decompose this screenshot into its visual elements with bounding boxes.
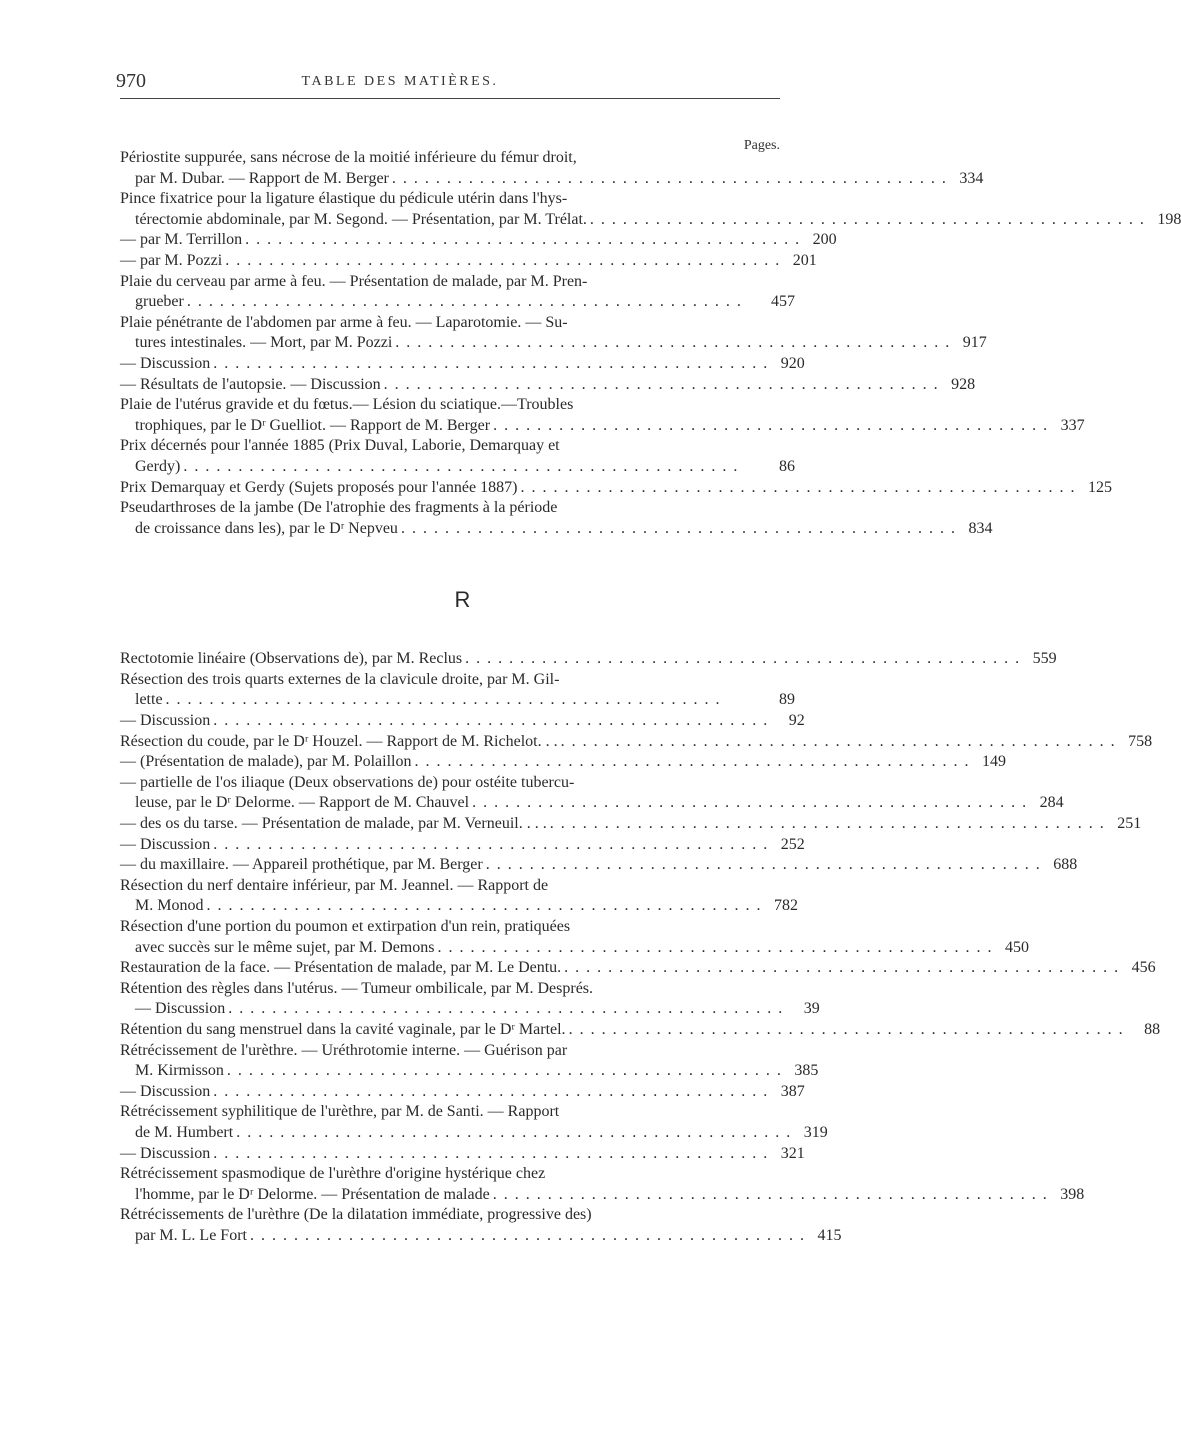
page-reference: 920 xyxy=(780,354,805,372)
entry-line xyxy=(120,148,795,169)
index-entry xyxy=(120,313,987,354)
entry-line xyxy=(120,1020,1161,1041)
entry-line xyxy=(120,395,795,416)
index-entry xyxy=(120,876,798,917)
entry-line xyxy=(120,375,976,396)
entry-line xyxy=(120,478,1112,499)
entry-text: — par M. Pozzi xyxy=(120,251,223,269)
entry-line xyxy=(120,1041,795,1062)
page-reference: 125 xyxy=(1087,478,1112,496)
entry-text: Prix Demarquay et Gerdy (Sujets proposés pour l'année 1887) xyxy=(120,478,518,496)
leader-dots: . . . . . . . . . . . . . . . . . . . . . . . . . . . . . . . . . . . . . . . . . . . . . . . . . . . xyxy=(414,753,970,771)
entry-line xyxy=(120,169,984,190)
page-reference: 917 xyxy=(962,334,987,352)
entry-text: Rétrécissement syphilitique de l'urèthre, par M. de Santi. — Rapport xyxy=(120,1103,560,1121)
entry-text: — Discussion xyxy=(120,1144,211,1162)
entry-text: Résection du nerf dentaire inférieur, par M. Jeannel. — Rapport de xyxy=(120,876,549,894)
page-reference: 201 xyxy=(792,251,817,269)
entry-text: Rectotomie linéaire (Observations de), par M. Reclus xyxy=(120,650,463,668)
entry-line xyxy=(120,814,1142,835)
entry-text: Rétrécissement spasmodique de l'urèthre d'origine hystérique chez xyxy=(120,1165,546,1183)
index-entry xyxy=(120,711,805,732)
entry-text: par M. L. Le Fort xyxy=(135,1226,247,1244)
entry-text: avec succès sur le même sujet, par M. Demons xyxy=(135,938,435,956)
entry-line xyxy=(120,670,795,691)
page-reference: 415 xyxy=(817,1226,842,1244)
entry-line xyxy=(120,979,795,1000)
entry-line xyxy=(120,1164,795,1185)
section-letter: R xyxy=(454,587,471,613)
entry-text: M. Kirmisson xyxy=(135,1062,224,1080)
index-entry xyxy=(120,1144,805,1165)
entry-text: Pseudarthroses de la jambe (De l'atrophie des fragments à la période xyxy=(120,499,558,517)
page-reference: 284 xyxy=(1039,794,1064,812)
page-reference: 688 xyxy=(1053,856,1078,874)
entry-line xyxy=(120,251,817,272)
entry-line xyxy=(120,1123,828,1144)
entry-line xyxy=(120,292,795,313)
entry-line xyxy=(120,313,795,334)
index-entry xyxy=(120,1205,842,1246)
leader-dots: . . . . . . . . . . . . . . . . . . . . . . . . . . . . . . . . . . . . . . . . . . . . . . . . . . . xyxy=(492,1185,1049,1203)
entry-line xyxy=(120,835,805,856)
index-entry xyxy=(120,230,837,251)
leader-dots: . . . . . . . . . . . . . . . . . . . . . . . . . . . . . . . . . . . . . . . . . . . . . . . . . . . xyxy=(206,897,762,915)
entry-text: — partielle de l'os iliaque (Deux observations de) pour ostéite tubercu- xyxy=(120,773,575,791)
page-reference: 252 xyxy=(780,835,805,853)
leader-dots: . . . . . . . . . . . . . . . . . . . . . . . . . . . . . . . . . . . . . . . . . . . . . . . . . . . xyxy=(493,416,1049,434)
entry-line xyxy=(120,793,1064,814)
entry-text: Plaie pénétrante de l'abdomen par arme à feu. — Laparotomie. — Su- xyxy=(120,313,568,331)
leader-dots: . . . . . . . . . . . . . . . . . . . . . . . . . . . . . . . . . . . . . . . . . . . . . . . . . . . xyxy=(560,732,1117,750)
index-entry xyxy=(120,1041,819,1082)
entry-line xyxy=(120,711,805,732)
entry-text: Gerdy) xyxy=(135,457,181,475)
entry-text: lette xyxy=(135,691,163,709)
index-entry xyxy=(120,835,805,856)
entry-text: de croissance dans les), par le Dʳ Nepveu xyxy=(135,519,398,537)
page-reference: 88 xyxy=(1144,1020,1161,1038)
entry-line xyxy=(120,519,993,540)
entry-text: Rétention du sang menstruel dans la cavité vaginale, par le Dʳ Martel. xyxy=(120,1020,566,1038)
page-reference: 86 xyxy=(779,457,795,475)
index-entry xyxy=(120,375,976,396)
leader-dots: . . . . . . . . . . . . . . . . . . . . . . . . . . . . . . . . . . . . . . . . . . . . . . . . . . . xyxy=(564,959,1120,977)
entry-text: térectomie abdominale, par M. Segond. — Présentation, par M. Trélat. xyxy=(135,210,587,228)
page-reference: 337 xyxy=(1060,416,1085,434)
leader-dots: . . . . . . . . . . . . . . . . . . . . . . . . . . . . . . . . . . . . . . . . . . . . . . . . . . . xyxy=(465,650,1021,668)
entry-line xyxy=(120,333,987,354)
entry-line xyxy=(120,354,805,375)
index-entry xyxy=(120,395,1085,436)
index-entry xyxy=(120,773,1064,814)
leader-dots: . . . . . . . . . . . . . . . . . . . . . . . . . . . . . . . . . . . . . . . . . . . . . . . . . . . xyxy=(226,1062,783,1080)
entry-text: Plaie de l'utérus gravide et du fœtus.— Lésion du sciatique.—Troubles xyxy=(120,396,574,414)
leader-dots: . . . . . . . . . . . . . . . . . . . . . . . . . . . . . . . . . . . . . . . . . . . . . . . . . . . xyxy=(213,835,769,853)
entry-text: — Discussion xyxy=(135,1000,226,1018)
index-entry xyxy=(120,354,805,375)
page-reference: 149 xyxy=(981,753,1006,771)
leader-dots: . . . . . . . . . . . . . . . . . . . . . . . . . . . . . . . . . . . . . . . . . . . . . . . . . . . xyxy=(165,691,722,709)
entry-text: Résection du coude, par le Dʳ Houzel. — Rapport de M. Richelot. . . xyxy=(120,732,558,750)
entry-text: — (Présentation de malade), par M. Polaillon xyxy=(120,753,412,771)
entry-line xyxy=(120,896,798,917)
leader-dots: . . . . . . . . . . . . . . . . . . . . . . . . . . . . . . . . . . . . . . . . . . . . . . . . . . . xyxy=(520,478,1076,496)
leader-dots: . . . . . . . . . . . . . . . . . . . . . . . . . . . . . . . . . . . . . . . . . . . . . . . . . . . xyxy=(391,169,948,187)
page-reference: 928 xyxy=(951,375,976,393)
entry-line xyxy=(120,876,795,897)
leader-dots: . . . . . . . . . . . . . . . . . . . . . . . . . . . . . . . . . . . . . . . . . . . . . . . . . . . xyxy=(589,210,1146,228)
page-reference: 834 xyxy=(968,519,993,537)
leader-dots: . . . . . . . . . . . . . . . . . . . . . . . . . . . . . . . . . . . . . . . . . . . . . . . . . . . xyxy=(568,1020,1125,1038)
entry-text: tures intestinales. — Mort, par M. Pozzi xyxy=(135,334,393,352)
leader-dots: . . . . . . . . . . . . . . . . . . . . . . . . . . . . . . . . . . . . . . . . . . . . . . . . . . . xyxy=(228,1000,784,1018)
page-reference: 385 xyxy=(794,1062,819,1080)
index-entry xyxy=(120,814,1142,835)
entry-text: grueber xyxy=(135,293,184,311)
entry-text: Rétention des règles dans l'utérus. — Tumeur ombilicale, par M. Després. xyxy=(120,979,594,997)
entry-text: l'homme, par le Dʳ Delorme. — Présentation de malade xyxy=(135,1185,490,1203)
leader-dots: . . . . . . . . . . . . . . . . . . . . . . . . . . . . . . . . . . . . . . . . . . . . . . . . . . . xyxy=(225,251,781,269)
entry-line xyxy=(120,1102,795,1123)
index-entry xyxy=(120,148,984,189)
running-head: TABLE DES MATIÈRES. xyxy=(301,74,499,89)
entry-text: Rétrécissement de l'urèthre. — Uréthrotomie interne. — Guérison par xyxy=(120,1041,568,1059)
index-entry xyxy=(120,272,795,313)
entry-line xyxy=(120,436,795,457)
entry-line xyxy=(120,272,795,293)
entry-line xyxy=(120,416,1085,437)
entry-text: — du maxillaire. — Appareil prothétique, par M. Berger xyxy=(120,856,483,874)
header-rule xyxy=(120,98,780,99)
entry-line xyxy=(120,1082,805,1103)
entry-text: — Discussion xyxy=(120,835,211,853)
leader-dots: . . . . . . . . . . . . . . . . . . . . . . . . . . . . . . . . . . . . . . . . . . . . . . . . . . . xyxy=(485,856,1042,874)
page-reference: 334 xyxy=(959,169,984,187)
index-entry xyxy=(120,478,1112,499)
entry-line xyxy=(120,855,1078,876)
entry-line xyxy=(120,230,837,251)
index-entry xyxy=(120,1082,805,1103)
leader-dots: . . . . . . . . . . . . . . . . . . . . . . . . . . . . . . . . . . . . . . . . . . . . . . . . . . . xyxy=(395,334,951,352)
entry-line xyxy=(120,1226,842,1247)
entry-text: Restauration de la face. — Présentation de malade, par M. Le Dentu. xyxy=(120,959,562,977)
page-reference: 450 xyxy=(1004,938,1029,956)
page-reference: 198 xyxy=(1157,210,1181,228)
entry-line xyxy=(120,999,820,1020)
entry-text: Résection d'une portion du poumon et extirpation d'un rein, pratiquées xyxy=(120,918,571,935)
leader-dots: . . . . . . . . . . . . . . . . . . . . . . . . . . . . . . . . . . . . . . . . . . . . . . . . . . . xyxy=(236,1123,792,1141)
page-reference: 319 xyxy=(803,1123,828,1141)
entry-line xyxy=(120,752,1006,773)
entry-line xyxy=(120,1144,805,1165)
index-entry xyxy=(120,1102,828,1143)
leader-dots: . . . . . . . . . . . . . . . . . . . . . . . . . . . . . . . . . . . . . . . . . . . . . . . . . . . xyxy=(213,1082,769,1100)
page-number: 970 xyxy=(116,70,146,92)
page-reference: 89 xyxy=(779,691,795,709)
entry-line xyxy=(120,1205,795,1226)
page-reference: 39 xyxy=(803,1000,820,1018)
leader-dots: . . . . . . . . . . . . . . . . . . . . . . . . . . . . . . . . . . . . . . . . . . . . . . . . . . . xyxy=(437,938,993,956)
leader-dots: . . . . . . . . . . . . . . . . . . . . . . . . . . . . . . . . . . . . . . . . . . . . . . . . . . . xyxy=(245,231,801,249)
leader-dots: . . . . . . . . . . . . . . . . . . . . . . . . . . . . . . . . . . . . . . . . . . . . . . . . . . . xyxy=(249,1226,806,1244)
entry-line xyxy=(120,210,1181,231)
entry-text: — par M. Terrillon xyxy=(120,231,243,249)
page-reference: 758 xyxy=(1128,732,1153,750)
index-content xyxy=(120,148,1181,1247)
entry-line xyxy=(120,917,795,938)
leader-dots: . . . . . . . . . . . . . . . . . . . . . . . . . . . . . . . . . . . . . . . . . . . . . . . . . . . xyxy=(472,794,1028,812)
index-entry xyxy=(120,649,1057,670)
leader-dots: . . . . . . . . . . . . . . . . . . . . . . . . . . . . . . . . . . . . . . . . . . . . . . . . . . . xyxy=(213,1144,769,1162)
entry-line xyxy=(120,938,1029,959)
index-entry xyxy=(120,732,1153,753)
section-spacer xyxy=(120,613,795,649)
pages-column-label: Pages. xyxy=(743,138,780,153)
entry-line xyxy=(120,1185,1085,1206)
leader-dots: . . . . . . . . . . . . . . . . . . . . . . . . . . . . . . . . . . . . . . . . . . . . . . . . . . . xyxy=(183,457,739,475)
page-reference: 457 xyxy=(771,293,795,311)
page-reference: 251 xyxy=(1117,815,1142,833)
entry-line xyxy=(120,690,795,711)
entry-text: — Discussion xyxy=(120,1082,211,1100)
page-reference: 456 xyxy=(1131,959,1156,977)
page-reference: 398 xyxy=(1060,1185,1085,1203)
leader-dots: . . . . . . . . . . . . . . . . . . . . . . . . . . . . . . . . . . . . . . . . . . . . . . . . . . . xyxy=(186,293,743,311)
page-reference: 321 xyxy=(780,1144,805,1162)
index-entry xyxy=(120,251,817,272)
page-reference: 92 xyxy=(788,712,805,730)
entry-text: — des os du tarse. — Présentation de malade, par M. Verneuil. . . . xyxy=(120,815,547,833)
leader-dots: . . . . . . . . . . . . . . . . . . . . . . . . . . . . . . . . . . . . . . . . . . . . . . . . . . . xyxy=(383,375,940,393)
page-reference: 782 xyxy=(773,897,798,915)
index-entry xyxy=(120,498,993,539)
index-entry xyxy=(120,189,1181,230)
page-reference: 200 xyxy=(812,231,837,249)
index-entry xyxy=(120,670,795,711)
entry-text: M. Monod xyxy=(135,897,204,915)
entry-line xyxy=(120,498,795,519)
leader-dots: . . . . . . . . . . . . . . . . . . . . . . . . . . . . . . . . . . . . . . . . . . . . . . . . . . . xyxy=(400,519,957,537)
entry-line xyxy=(120,189,795,210)
entry-text: Rétrécissements de l'urèthre (De la dilatation immédiate, progressive des) xyxy=(120,1206,592,1224)
entry-line xyxy=(120,773,795,794)
index-entry xyxy=(120,917,1029,958)
entry-text: de M. Humbert xyxy=(135,1123,234,1141)
entry-line xyxy=(120,732,1153,753)
section-spacer xyxy=(120,539,795,587)
entry-line xyxy=(120,649,1057,670)
index-entry xyxy=(120,436,795,477)
entry-text: Résection des trois quarts externes de la clavicule droite, par M. Gil- xyxy=(120,670,560,688)
entry-text: Pince fixatrice pour la ligature élastique du pédicule utérin dans l'hys- xyxy=(120,190,568,208)
page-reference: 559 xyxy=(1032,650,1057,668)
entry-line xyxy=(120,958,1156,979)
entry-line xyxy=(120,1061,819,1082)
leader-dots: . . . . . . . . . . . . . . . . . . . . . . . . . . . . . . . . . . . . . . . . . . . . . . . . . . . xyxy=(213,354,769,372)
index-entry xyxy=(120,958,1156,979)
entry-line xyxy=(120,457,795,478)
index-entry xyxy=(120,752,1006,773)
entry-text: Prix décernés pour l'année 1885 (Prix Duval, Laborie, Demarquay et xyxy=(120,437,560,455)
entry-text: trophiques, par le Dʳ Guelliot. — Rapport de M. Berger xyxy=(135,416,491,434)
index-entry xyxy=(120,979,820,1020)
index-entry xyxy=(120,1020,1161,1041)
leader-dots: . . . . . . . . . . . . . . . . . . . . . . . . . . . . . . . . . . . . . . . . . . . . . . . . . . . xyxy=(213,712,769,730)
entry-text: — Résultats de l'autopsie. — Discussion xyxy=(120,375,381,393)
entry-text: — Discussion xyxy=(120,354,211,372)
entry-text: par M. Dubar. — Rapport de M. Berger xyxy=(135,169,389,187)
entry-text: Plaie du cerveau par arme à feu. — Présentation de malade, par M. Pren- xyxy=(120,272,588,290)
entry-text: — Discussion xyxy=(120,712,211,730)
index-entry xyxy=(120,855,1078,876)
index-entry xyxy=(120,1164,1085,1205)
leader-dots: . . . . . . . . . . . . . . . . . . . . . . . . . . . . . . . . . . . . . . . . . . . . . . . . . . . xyxy=(549,815,1106,833)
entry-text: leuse, par le Dʳ Delorme. — Rapport de M. Chauvel xyxy=(135,794,470,812)
entry-text: Périostite suppurée, sans nécrose de la moitié inférieure du fémur droit, xyxy=(120,149,577,166)
page-reference: 387 xyxy=(780,1082,805,1100)
